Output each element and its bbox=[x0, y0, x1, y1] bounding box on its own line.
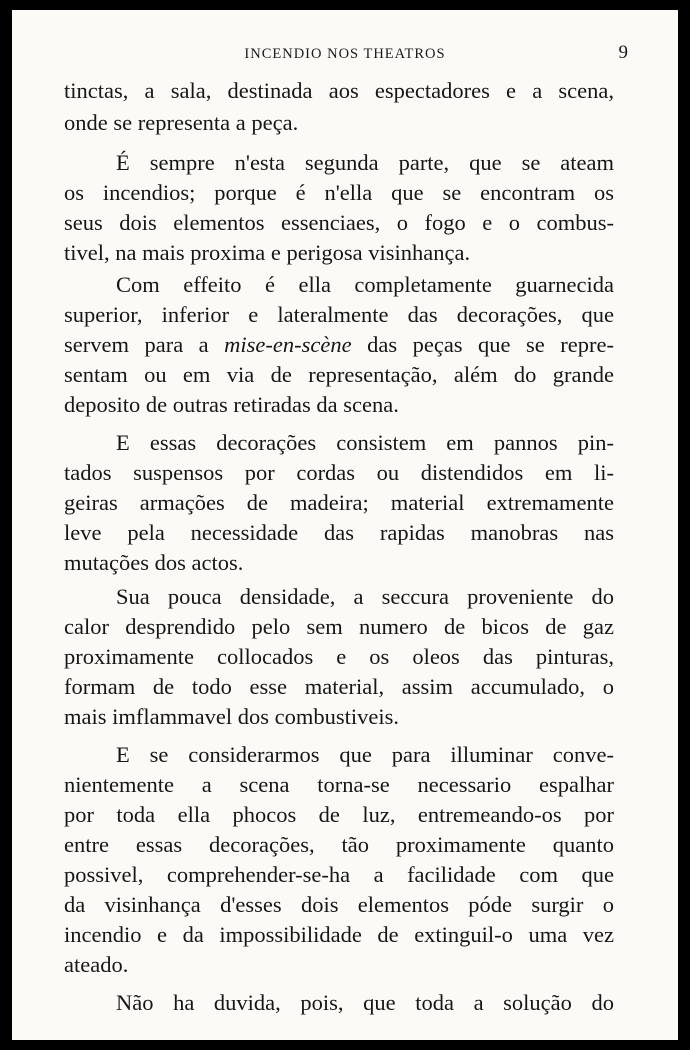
book-page bbox=[12, 10, 678, 1040]
italic-phrase: mise-en-scène bbox=[224, 332, 352, 357]
text-line: geiras armações de madeira; material extremamente bbox=[64, 490, 614, 515]
text-line: possivel, comprehender-se-ha a facilidade com que bbox=[64, 862, 614, 887]
text-line: deposito de outras retiradas da scena. bbox=[64, 392, 399, 417]
text-line: da visinhança d'esses dois elementos póde surgir o bbox=[64, 892, 614, 917]
text-line: mutações dos actos. bbox=[64, 550, 244, 575]
text-line: tados suspensos por cordas ou distendidos em li- bbox=[64, 460, 614, 485]
text-line: sentam ou em via de representação, além do grande bbox=[64, 362, 614, 387]
text-line: tivel, na mais proxima e perigosa visinhança. bbox=[64, 240, 471, 265]
text-line: mais imflammavel dos combustiveis. bbox=[64, 704, 399, 729]
text-line: Sua pouca densidade, a seccura proveniente do bbox=[116, 584, 614, 609]
page-number: 9 bbox=[618, 42, 628, 63]
text-line: E se considerarmos que para illuminar conve- bbox=[116, 742, 614, 767]
text-line: nientemente a scena torna-se necessario espalhar bbox=[64, 772, 614, 797]
text-line: seus dois elementos essenciaes, o fogo e o combus- bbox=[64, 210, 614, 235]
text-line: E essas decorações consistem em pannos pin- bbox=[116, 430, 614, 455]
text-line: incendio e da impossibilidade de extinguil-o uma vez bbox=[64, 922, 614, 947]
text-line: onde se representa a peça. bbox=[64, 110, 299, 135]
text-line: É sempre n'esta segunda parte, que se ateam bbox=[116, 150, 614, 175]
text-line: por toda ella phocos de luz, entremeando-os por bbox=[64, 802, 614, 827]
text-line: ateado. bbox=[64, 952, 129, 977]
text-line: Com effeito é ella completamente guarnecida bbox=[116, 272, 614, 297]
running-title: INCENDIO NOS THEATROS bbox=[244, 46, 446, 62]
text-line: calor desprendido pelo sem numero de bicos de gaz bbox=[64, 614, 614, 639]
text-line: tinctas, a sala, destinada aos espectadores e a scena, bbox=[64, 78, 614, 103]
text-line: entre essas decorações, tão proximamente quanto bbox=[64, 832, 614, 857]
text-line: os incendios; porque é n'ella que se encontram os bbox=[64, 180, 614, 205]
text-line: servem para a mise-en-scène das peças que se repre- bbox=[64, 332, 614, 357]
text-line: Não ha duvida, pois, que toda a solução do bbox=[116, 990, 614, 1015]
text-line: superior, inferior e lateralmente das decorações, que bbox=[64, 302, 614, 327]
text-line: leve pela necessidade das rapidas manobras nas bbox=[64, 520, 614, 545]
text-line: proximamente collocados e os oleos das pinturas, bbox=[64, 644, 614, 669]
text-line: formam de todo esse material, assim accumulado, o bbox=[64, 674, 614, 699]
